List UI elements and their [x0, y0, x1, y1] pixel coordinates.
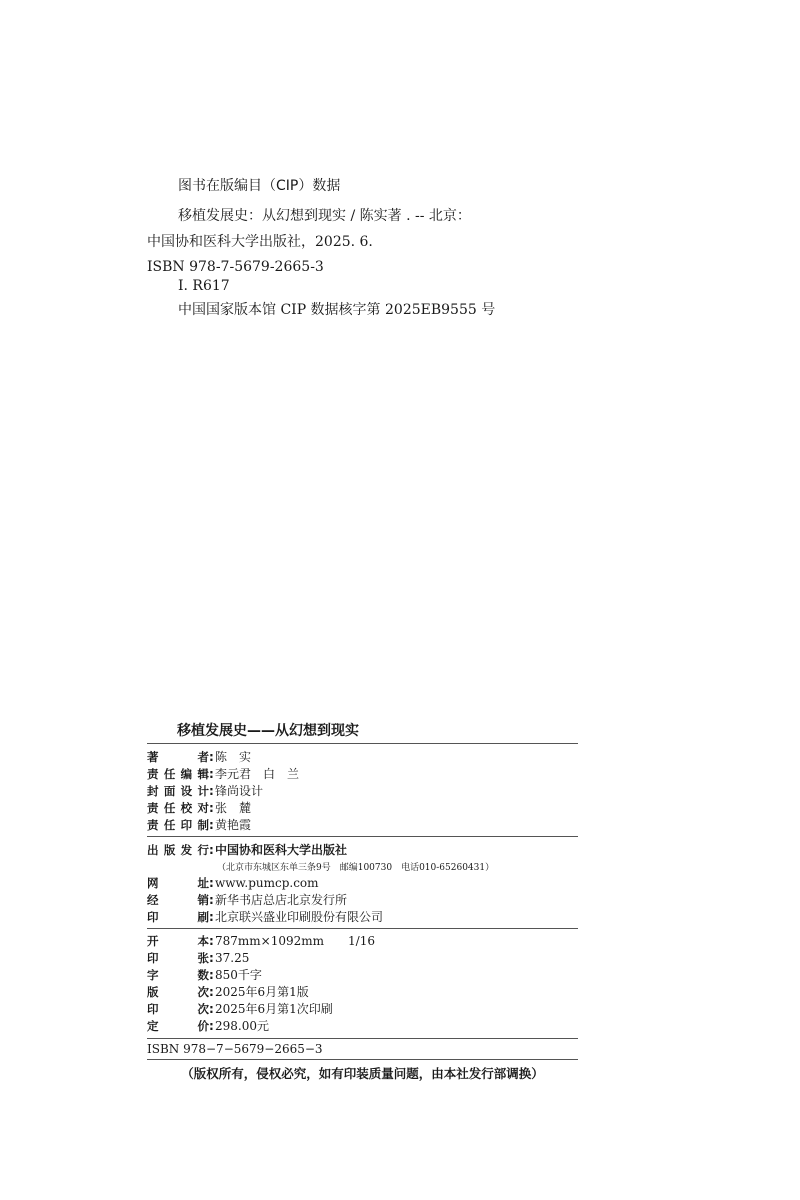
website-label: 网址 [147, 876, 209, 890]
spec-value: 850千字 [215, 968, 262, 982]
credit-label: 封面设计 [147, 784, 209, 798]
spec-label: 字数 [147, 968, 209, 982]
credit-row-author: 著者:陈 实 [147, 750, 252, 764]
credit-value: 张 麓 [215, 801, 252, 815]
website-row: 网址:www.pumcp.com [147, 876, 319, 890]
spec-row-price: 定价:298.00元 [147, 1019, 269, 1033]
copyright-notice: （版权所有，侵权必究，如有印装质量问题，由本社发行部调换） [181, 1066, 544, 1081]
divider [147, 836, 578, 837]
spec-value: 2025年6月第1版 [215, 985, 309, 999]
spec-value: 787mm×1092mm 1/16 [215, 934, 375, 948]
credit-label: 责任校对 [147, 801, 209, 815]
distributor-value: 新华书店总店北京发行所 [215, 893, 348, 907]
spec-label: 定价 [147, 1019, 209, 1033]
publisher-name: 中国协和医科大学出版社 [215, 843, 348, 857]
cip-publisher-line: 中国协和医科大学出版社，2025. 6. [147, 234, 373, 250]
publisher-address: （北京市东城区东单三条9号 邮编100730 电话010-65260431） [217, 863, 495, 873]
spec-row-edition: 版次:2025年6月第1版 [147, 985, 309, 999]
credit-row-print-supervisor: 责任印制:黄艳霞 [147, 818, 252, 832]
cip-heading: 图书在版编目（CIP）数据 [178, 178, 341, 194]
printer-row: 印刷:北京联兴盛业印刷股份有限公司 [147, 910, 384, 924]
credit-row-editor: 责任编辑:李元君 白 兰 [147, 767, 300, 781]
credit-label: 著者 [147, 750, 209, 764]
publisher-label: 出版发行 [147, 843, 209, 857]
spec-row-format: 开本:787mm×1092mm 1/16 [147, 934, 375, 948]
divider [147, 743, 578, 744]
credit-row-proofreader: 责任校对:张 麓 [147, 801, 252, 815]
distributor-row: 经销:新华书店总店北京发行所 [147, 893, 348, 907]
cip-isbn-line: ISBN 978-7-5679-2665-3 [147, 259, 324, 275]
credit-label: 责任编辑 [147, 767, 209, 781]
spec-label: 开本 [147, 934, 209, 948]
publisher-row: 出版发行:中国协和医科大学出版社 [147, 843, 348, 857]
spec-label: 版次 [147, 985, 209, 999]
spec-value: 37.25 [215, 951, 250, 965]
credit-value: 陈 实 [215, 750, 252, 764]
cip-classification-line: Ⅰ. R617 [178, 278, 230, 294]
cip-title-line: 移植发展史：从幻想到现实 / 陈实著 . -- 北京： [178, 208, 471, 224]
credit-value: 锋尚设计 [215, 784, 264, 798]
credit-row-cover-design: 封面设计:锋尚设计 [147, 784, 264, 798]
distributor-label: 经销 [147, 893, 209, 907]
book-title: 移植发展史——从幻想到现实 [177, 723, 359, 739]
cip-record-number-line: 中国国家版本馆 CIP 数据核字第 2025EB9555 号 [178, 302, 496, 318]
spec-value: 298.00元 [215, 1019, 269, 1033]
credit-value: 黄艳霞 [215, 818, 252, 832]
credit-label: 责任印制 [147, 818, 209, 832]
printer-value: 北京联兴盛业印刷股份有限公司 [215, 910, 384, 924]
spec-row-word-count: 字数:850千字 [147, 968, 262, 982]
spec-value: 2025年6月第1次印刷 [215, 1002, 333, 1016]
credit-value: 李元君 白 兰 [215, 767, 300, 781]
spec-label: 印次 [147, 1002, 209, 1016]
divider [147, 1038, 578, 1039]
website-value: www.pumcp.com [215, 876, 319, 890]
spec-label: 印张 [147, 951, 209, 965]
isbn-code: ISBN 978−7−5679−2665−3 [147, 1042, 323, 1056]
divider [147, 1059, 578, 1060]
spec-row-sheets: 印张:37.25 [147, 951, 250, 965]
spec-row-printing: 印次:2025年6月第1次印刷 [147, 1002, 333, 1016]
printer-label: 印刷 [147, 910, 209, 924]
divider [147, 928, 578, 929]
